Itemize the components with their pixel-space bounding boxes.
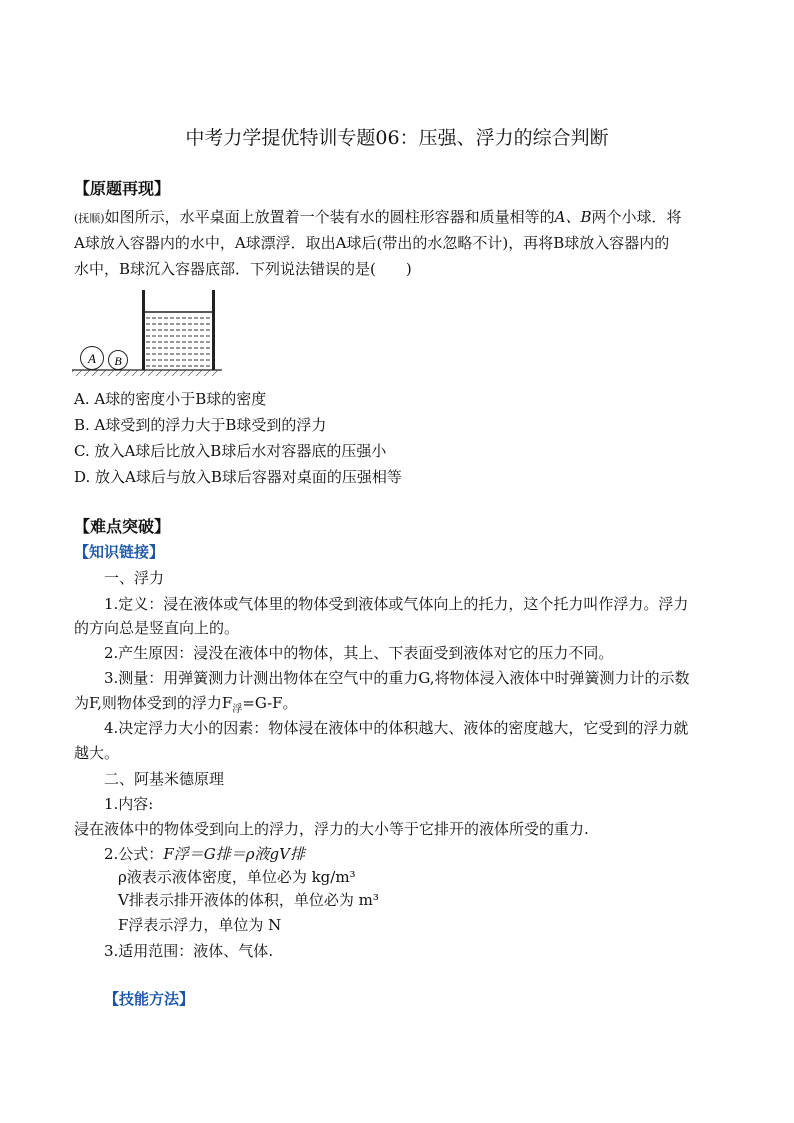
question-line-2: A球放入容器内的水中，A球漂浮．取出A球后(带出的水忽略不计)，再将B球放入容器内的 (74, 234, 670, 252)
question-source: (抚顺) (74, 212, 105, 225)
option-b: B. A球受到的浮力大于B球受到的浮力 (74, 416, 327, 434)
formula-line: 2.公式：F浮＝G排＝ρ液gV排 (104, 845, 305, 863)
definition-line-2: 的方向总是竖直向上的。 (74, 619, 240, 637)
option-a: A. A球的密度小于B球的密度 (74, 390, 267, 408)
definition-line-1: 1.定义：浸在液体或气体里的物体受到液体或气体向上的托力，这个托力叫作浮力。浮力 (104, 595, 689, 613)
measure-line-2: 为F,则物体受到的浮力$F_浮=G-F$。 (74, 694, 298, 715)
section-heading-difficulty: 【难点突破】 (74, 517, 171, 536)
content-label: 1.内容: (104, 795, 154, 813)
ball-b-label: B (114, 354, 122, 368)
skill-method-heading: 【技能方法】 (104, 990, 195, 1008)
factor-line-2: 越大。 (74, 744, 120, 762)
knowledge-link-heading: 【知识链接】 (74, 543, 165, 561)
factor-line-1: 4.决定浮力大小的因素：物体浸在液体中的体积越大、液体的密度越大，它受到的浮力就 (104, 719, 689, 737)
option-d: D. 放入A球后与放入B球后容器对桌面的压强相等 (74, 468, 402, 486)
part2-title: 二、阿基米德原理 (104, 770, 225, 788)
option-c: C. 放入A球后比放入B球后水对容器底的压强小 (74, 442, 387, 460)
scope-line: 3.适用范围：液体、气体. (104, 942, 274, 960)
def-density: ρ液表示液体密度，单位必为 kg/m³ (118, 868, 356, 886)
section-heading-original: 【原题再现】 (74, 179, 171, 198)
archimedes-formula: F浮＝G排＝ρ液gV排 (163, 845, 305, 863)
ball-a-label: A (88, 351, 96, 366)
def-force: F浮表示浮力，单位为 N (118, 916, 282, 934)
part1-title: 一、浮力 (104, 569, 165, 587)
def-volume: V排表示排开液体的体积，单位必为 m³ (118, 891, 379, 909)
container-figure (72, 290, 222, 376)
cause-line: 2.产生原因：浸没在液体中的物体，其上、下表面受到液体对它的压力不同。 (104, 644, 614, 662)
question-line-1: (抚顺)如图所示，水平桌面上放置着一个装有水的圆柱形容器和质量相等的A、B两个小球．将 (74, 208, 682, 226)
measure-line-1: 3.测量：用弹簧测力计测出物体在空气中的重力G,将物体浸入液体中时弹簧测力计的示数 (104, 669, 690, 687)
content-text: 浸在液体中的物体受到向上的浮力，浮力的大小等于它排开的液体所受的重力. (74, 820, 589, 838)
question-line-3: 水中，B球沉入容器底部．下列说法错误的是( ) (74, 260, 412, 278)
page-title: 中考力学提优特训专题06：压强、浮力的综合判断 (185, 127, 609, 149)
